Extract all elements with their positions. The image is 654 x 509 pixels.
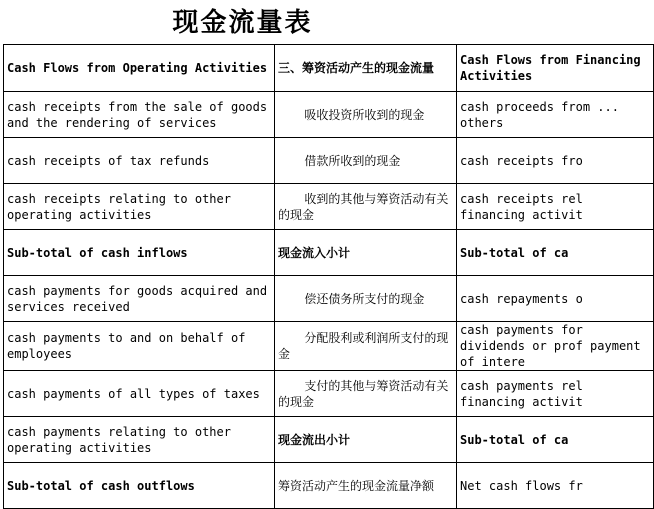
cell-subtotal-cn: 现金流出小计 [275, 417, 457, 463]
cell-label-cn: 偿还债务所支付的现金 [275, 276, 457, 322]
cell-subtotal: Sub-total of cash outflows [4, 463, 275, 509]
cell-net-cn: 筹资活动产生的现金流量净额 [275, 463, 457, 509]
cell-label: cash receipts relating to other operating activities [4, 184, 275, 230]
cell-subtotal-en: Sub-total of ca [457, 417, 654, 463]
table-row [4, 322, 654, 371]
table-row [4, 463, 654, 509]
cell-label-cn: 分配股利或利润所支付的现金 [275, 322, 457, 371]
cell-subtotal: Sub-total of cash inflows [4, 230, 275, 276]
table-row [4, 138, 654, 184]
page-title: 现金流量表 [172, 8, 313, 38]
cell-operating-header: Cash Flows from Operating Activities [4, 45, 275, 92]
cell-label-en: cash repayments o [457, 276, 654, 322]
cell-subtotal-en: Sub-total of ca [457, 230, 654, 276]
cash-flow-table [3, 44, 654, 509]
cell-label-cn: 借款所收到的现金 [275, 138, 457, 184]
cell-net-en: Net cash flows fr [457, 463, 654, 509]
table-row [4, 92, 654, 138]
cell-label-en: cash receipts fro [457, 138, 654, 184]
cell-label-cn: 收到的其他与筹资活动有关的现金 [275, 184, 457, 230]
table-row [4, 230, 654, 276]
cell-label: cash payments relating to other operating activities [4, 417, 275, 463]
cell-financing-header-cn: 三、筹资活动产生的现金流量 [275, 45, 457, 92]
cell-label-en: cash payments rel financing activit [457, 371, 654, 417]
table-row [4, 184, 654, 230]
cell-label-cn: 吸收投资所收到的现金 [275, 92, 457, 138]
table-row [4, 276, 654, 322]
cell-label: cash receipts from the sale of goods and the rendering of services [4, 92, 275, 138]
table-row [4, 371, 654, 417]
table-row [4, 45, 654, 92]
cell-label-en: cash receipts rel financing activit [457, 184, 654, 230]
cell-label-en: cash payments for dividends or prof payment of intere [457, 322, 654, 371]
cell-label: cash payments of all types of taxes [4, 371, 275, 417]
cell-subtotal-cn: 现金流入小计 [275, 230, 457, 276]
cell-label: cash receipts of tax refunds [4, 138, 275, 184]
cell-label: cash payments to and on behalf of employees [4, 322, 275, 371]
cell-label-en: cash proceeds from ... others [457, 92, 654, 138]
cell-financing-header-en: Cash Flows from Financing Activities [457, 45, 654, 92]
cell-label: cash payments for goods acquired and services received [4, 276, 275, 322]
cash-flow-table-viewport [3, 44, 641, 493]
table-row [4, 417, 654, 463]
cell-label-cn: 支付的其他与筹资活动有关的现金 [275, 371, 457, 417]
